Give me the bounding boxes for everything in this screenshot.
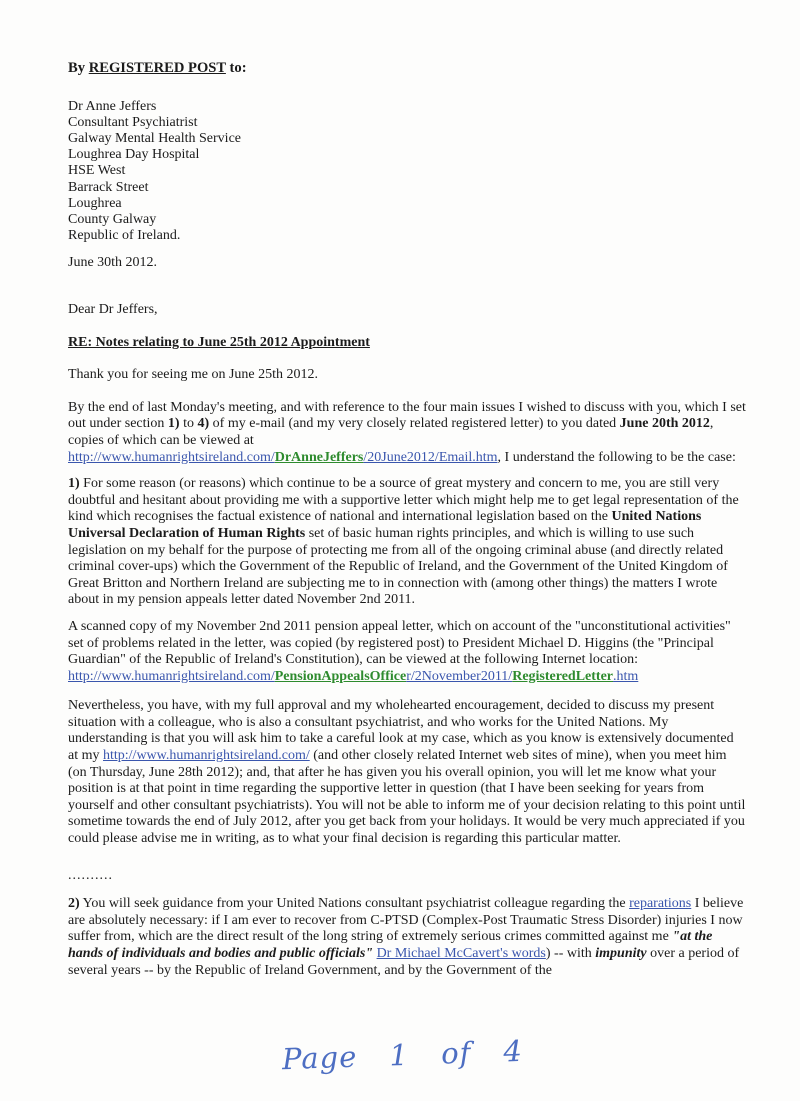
recipient-county: County Galway [68,212,157,228]
link-registered-letter-url-part[interactable]: r/2November2011/ [406,668,513,684]
text-run: impunity [595,946,647,962]
letter-body [68,60,746,989]
text-run: 1) [68,476,80,492]
link-email-url-highlight[interactable]: DrAnneJeffers [274,449,364,465]
link-registered-letter-url-highlight[interactable]: RegisteredLetter [512,668,614,684]
recipient-hospital: Loughrea Day Hospital [68,147,200,163]
text-run: By the end of last Monday's meeting, and with reference to the four main issues I wished to discuss with you, which I set out under section [68,399,746,432]
text-run: June 20th 2012 [619,416,710,432]
paragraph-point-2 [68,896,746,979]
text-run: For some reason (or reasons) which continue to be a source of great mystery and concern to me, you are still very doubtful and hesitant about providing me with a supportive letter which might help me to get legal representation of the kind which recognises the factual existence of national and international legislation based on the [68,476,739,525]
delivery-method-line [68,60,746,77]
paragraph-intro [68,400,746,466]
link-registered-letter-url-highlight[interactable]: PensionAppealsOffice [274,668,407,684]
recipient-org: Galway Mental Health Service [68,131,241,146]
handwritten-page-note: Page 1 of 4 [281,1033,524,1077]
text-run: 1) [167,416,180,432]
text-run: (and other closely related Internet web sites of mine), when you meet him (on Thursday, June 28th 2012); and, that after he has given you his overall opinion, you will let me know what your position is at that point in time regarding the supportive letter in question (that I have been seeking for years from yourself and other consultant psychiatrists). You will not be able to inform me of your decision relating to this point until sometime towards the end of July 2012, after you get back from your holidays. It would be very much appreciated if you could please advise me in writing, as to what your final decision is regarding this particular matter. [68,748,746,847]
text-run: to [179,416,198,432]
paragraph-scanned-copy [68,619,746,685]
link-mccavert-words[interactable]: Dr Michael McCavert's words [376,946,546,962]
recipient-street: Barrack Street [68,179,149,195]
text-run: A scanned copy of my November 2nd 2011 pension appeal letter, which on account of the "unconstitutional activities" set of problems related in the letter, was copied (by registered post) to President Michael D. Higgins (the "Principal Guardian" of the Republic of Ireland's Constitution), can be viewed at the following Internet location: [68,618,731,668]
text-run: set of basic human rights principles, and which is willing to use such legislation on my behalf for the purpose of protecting me from all of the ongoing criminal abuse (and directly related criminal cover-ups) which the Government of the Republic of Ireland, and the Government of the United Kingdom of Great Britton and Northern Ireland are subjecting me to in connection with (among other things) the matters I wrote about in my pension appeals letter dated November 2nd 2011. [68,525,728,608]
recipient-region: HSE West [68,163,126,179]
delivery-emphasis: REGISTERED POST [88,60,226,76]
link-email-url-part[interactable]: http://www.humanrightsireland.com/ [68,449,275,465]
text-run: , I understand the following to be the case: [497,449,736,465]
recipient-country: Republic of Ireland. [68,228,181,244]
paragraph-point-1 [68,476,746,609]
link-reparations[interactable]: reparations [629,896,692,912]
text-run: 4) [197,416,210,432]
link-email-url-part[interactable]: /20June2012/Email.htm [363,449,498,465]
text-run: You will seek guidance from your United Nations consultant psychiatrist colleague regarding the [79,896,630,912]
link-registered-letter-url-part[interactable]: http://www.humanrightsireland.com/ [68,668,275,684]
opening-line: Thank you for seeing me on June 25th 2012. [68,367,319,383]
salutation: Dear Dr Jeffers, [68,302,158,318]
delivery-prefix: By [68,60,89,76]
text-run: I believe are absolutely necessary: if I am ever to recover from C-PTSD (Complex-Post Traumatic Stress Disorder) injuries I now suffer from, which are the direct result of the long string of extremely serious crimes committed against me [68,896,744,945]
text-run: United Nations Universal Declaration of Human Rights [68,509,702,541]
date-line: June 30th 2012. [68,255,158,271]
link-homepage-url[interactable]: http://www.humanrightsireland.com/ [103,748,310,764]
recipient-title: Consultant Psychiatrist [68,114,198,130]
text-run: over a period of several years -- by the Republic of Ireland Government, and by the Government of the [68,946,740,978]
text-run: Nevertheless, you have, with my full approval and my wholehearted encouragement, decided to discuss my present situation with a colleague, who is also a consultant psychiatrist, and who works for the United Nations. My understanding is that you will ask him to take a careful look at my case, which as you know is extensively documented at my [68,698,734,764]
text-run: of my e-mail (and my very closely related registered letter) to you dated [209,416,620,432]
subject-line: RE: Notes relating to June 25th 2012 Appointment [68,334,370,350]
dotted-separator: .......... [68,867,113,883]
text-run: "at the hands of individuals and bodies and public officials" [68,929,713,962]
recipient-name: Dr Anne Jeffers [68,98,157,114]
delivery-suffix: to: [225,60,247,76]
link-registered-letter-url-part[interactable]: .htm [613,668,639,684]
recipient-address-block [68,99,746,245]
text-run: ) -- with [545,946,596,962]
recipient-town: Loughrea [68,195,122,211]
paragraph-nevertheless [68,698,746,847]
text-run: , copies of which can be viewed at [68,416,714,448]
text-run: 2) [68,896,80,912]
